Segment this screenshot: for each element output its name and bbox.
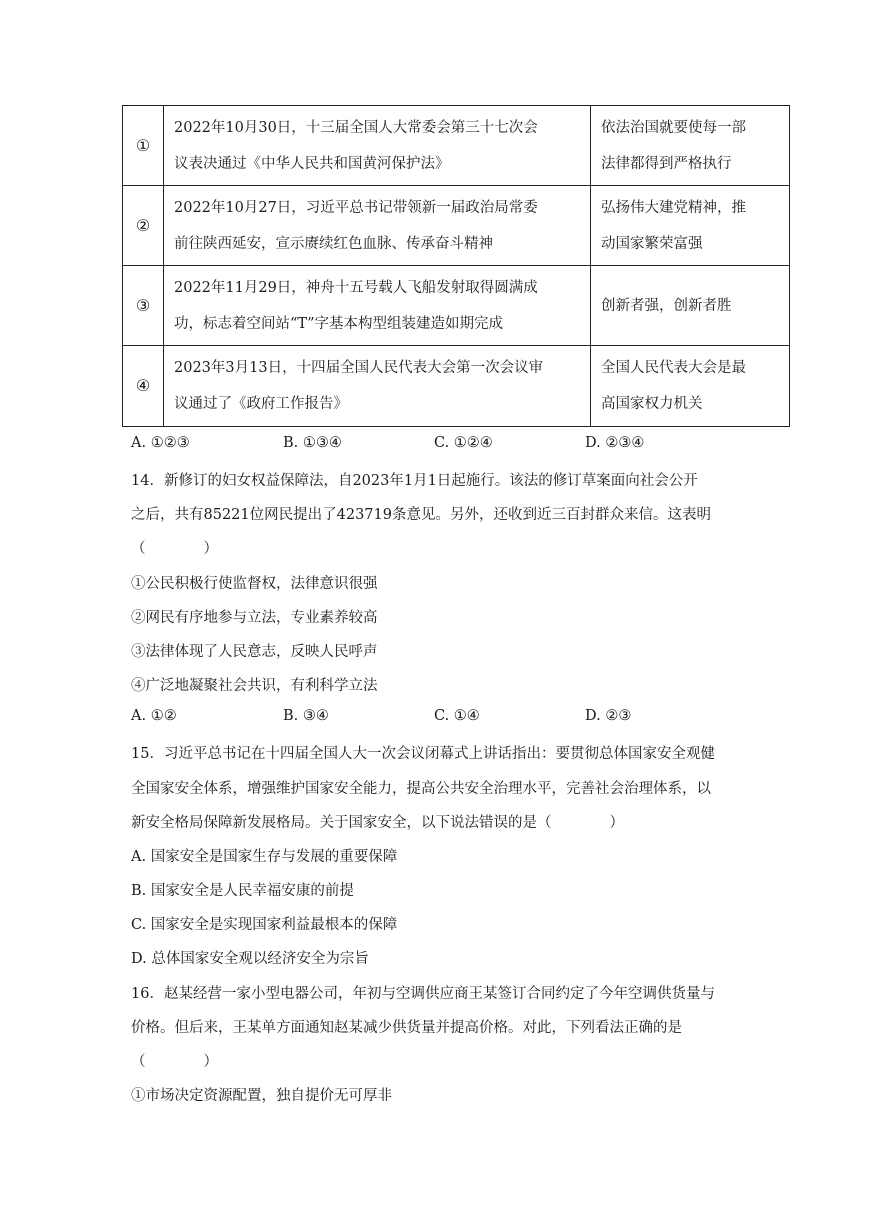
q15-option-c[interactable]: C. 国家安全是实现国家利益最根本的保障 [131,917,398,933]
event-cell [164,186,591,266]
theme-cell [591,346,790,427]
event-cell [164,106,591,186]
table-row [123,106,790,186]
table-row [123,266,790,346]
event-line: 2023年3月13日，十四届全国人民代表大会第一次会议审 [174,360,544,376]
theme-cell [591,106,790,186]
q15-stem: 15．习近平总书记在十四届全国人大一次会议闭幕式上讲话指出：要贯彻总体国家安全观健 [131,746,715,762]
q16-stem: 16．赵某经营一家小型电器公司，年初与空调供应商王某签订合同约定了今年空调供货量与 [131,986,715,1002]
event-line: 前往陕西延安，宣示赓续红色血脉、传承奋斗精神 [174,235,493,252]
table-row [123,186,790,266]
q15-stem: 全国家安全体系，增强维护国家安全能力，提高公共安全治理水平，完善社会治理体系，以 [131,781,711,797]
q13-material-table [122,105,790,427]
q15-option-b[interactable]: B. 国家安全是人民幸福安康的前提 [131,883,354,899]
q14-item: ④广泛地凝聚社会共识，有利科学立法 [131,678,378,694]
theme-line: 高国家权力机关 [601,396,703,412]
event-line: 议通过了《政府工作报告》 [174,396,348,412]
q16-stem: 价格。但后来，王某单方面通知赵某减少供货量并提高价格。对此，下列看法正确的是 [131,1020,682,1036]
event-line: 功，标志着空间站“T”字基本构型组装建造如期完成 [174,315,503,332]
theme-line: 创新者强，创新者胜 [601,297,732,314]
q13-option-b[interactable]: B. ①③④ [283,435,342,451]
row-number: ③ [123,266,164,346]
row-number: ④ [123,346,164,427]
q14-item: ②网民有序地参与立法，专业素养较高 [131,610,378,626]
event-cell [164,346,591,427]
event-line: 2022年11月29日，神舟十五号载人飞船发射取得圆满成 [174,279,538,296]
theme-cell [591,186,790,266]
event-line: 议表决通过《中华人民共和国黄河保护法》 [174,155,450,172]
theme-cell [591,266,790,346]
q15-option-d[interactable]: D. 总体国家安全观以经济安全为宗旨 [131,951,369,967]
theme-line: 全国人民代表大会是最 [601,360,746,376]
theme-line: 法律都得到严格执行 [601,155,732,172]
event-line: 2022年10月30日，十三届全国人大常委会第三十七次会 [174,119,538,136]
theme-line: 动国家繁荣富强 [601,235,703,252]
table-row [123,346,790,427]
q14-option-b[interactable]: B. ③④ [283,708,329,724]
theme-line: 依法治国就要使每一部 [601,119,746,136]
theme-line: 弘扬伟大建党精神，推 [601,199,746,216]
q14-stem: 14．新修订的妇女权益保障法，自2023年1月1日起施行。该法的修订草案面向社会公开 [131,473,698,489]
q16-answer-paren: （ ） [131,1054,218,1070]
q14-option-c[interactable]: C. ①④ [434,708,480,724]
q13-option-a[interactable]: A. ①②③ [131,435,190,451]
q14-answer-paren: （ ） [131,541,218,557]
q13-option-c[interactable]: C. ①②④ [434,435,493,451]
q16-item: ①市场决定资源配置，独自提价无可厚非 [131,1088,392,1104]
event-line: 2022年10月27日，习近平总书记带领新一届政治局常委 [174,199,538,216]
q15-option-a[interactable]: A. 国家安全是国家生存与发展的重要保障 [131,849,398,865]
q14-item: ③法律体现了人民意志，反映人民呼声 [131,644,378,660]
row-number: ② [123,186,164,266]
q15-stem: 新安全格局保障新发展格局。关于国家安全，以下说法错误的是（ ） [131,815,624,831]
q14-stem: 之后，共有85221位网民提出了423719条意见。另外，还收到近三百封群众来信。这表明 [131,507,711,523]
q14-item: ①公民积极行使监督权，法律意识很强 [131,576,378,592]
q13-option-d[interactable]: D. ②③④ [585,435,645,451]
event-cell [164,266,591,346]
q14-option-d[interactable]: D. ②③ [585,708,632,724]
row-number: ① [123,106,164,186]
q14-option-a[interactable]: A. ①② [131,708,177,724]
